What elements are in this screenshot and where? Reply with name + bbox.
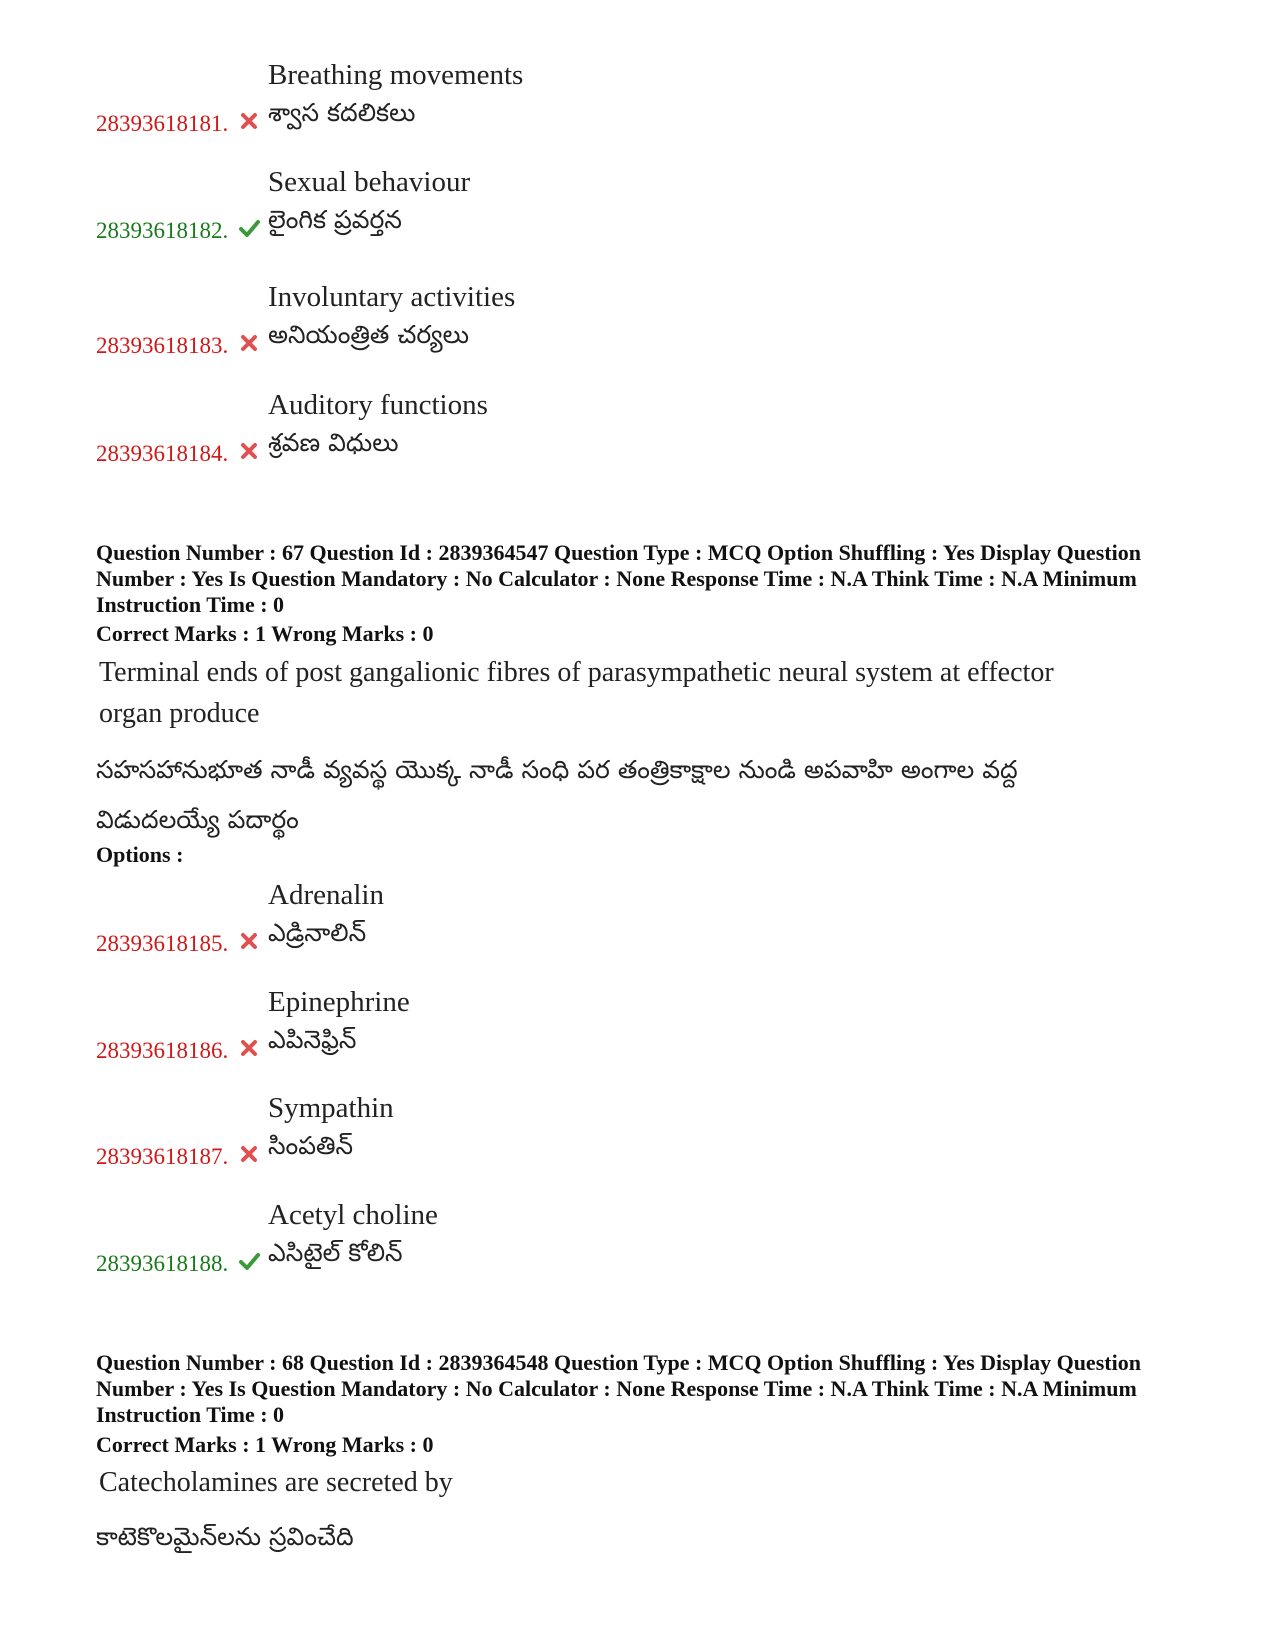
option-id: 28393618185. xyxy=(96,931,229,956)
option-text-en: Acetyl choline xyxy=(268,1199,438,1231)
option-row xyxy=(0,1091,1275,1201)
option-id: 28393618184. xyxy=(96,441,229,466)
cross-icon xyxy=(238,332,260,354)
question-header: Question Number : 68 Question Id : 2839364548 Question Type : MCQ Option Shuffling : Yes Display Question Number : Yes Is Question Mandatory : No Calculator : None Response Time : N.A Think Time : N.A Minimum Instruction Time : 0 xyxy=(96,1350,1141,1427)
option-id: 28393618183. xyxy=(96,333,229,358)
option-id: 28393618186. xyxy=(96,1038,229,1063)
cross-icon xyxy=(238,110,260,132)
option-text-te: ఎసిటైల్ కోలిన్ xyxy=(268,1238,403,1267)
cross-icon xyxy=(238,930,260,952)
question-text-te: కాటెకొలమైన్‌లను స్రవించేది xyxy=(96,1522,354,1551)
option-row xyxy=(0,388,1275,498)
option-row xyxy=(0,985,1275,1095)
option-text-en: Auditory functions xyxy=(268,389,488,421)
option-id: 28393618182. xyxy=(96,218,229,243)
question-text-en: Catecholamines are secreted by xyxy=(99,1467,453,1498)
option-text-te: ఎపినెఫ్రిన్ xyxy=(268,1025,357,1054)
option-row xyxy=(0,1198,1275,1308)
option-text-te: శ్రవణ విధులు xyxy=(268,428,399,457)
cross-icon xyxy=(238,440,260,462)
question-text-te: సహసహానుభూత నాడీ వ్యవస్థ యొక్క నాడీ సంధి పర తంత్రికాక్షాల నుండి అపవాహి అంగాల వద్ద విడుదలయ్యే పదార్థం xyxy=(96,755,1018,834)
option-row xyxy=(0,878,1275,988)
option-id: 28393618187. xyxy=(96,1144,229,1169)
question-text-en: Terminal ends of post gangalionic fibres of parasympathetic neural system at effector organ produce xyxy=(99,657,1054,729)
option-id: 28393618188. xyxy=(96,1251,229,1276)
option-id: 28393618181. xyxy=(96,111,229,136)
check-icon xyxy=(238,1250,260,1272)
check-icon xyxy=(238,217,260,239)
option-text-te: ఎడ్రినాలిన్ xyxy=(268,918,367,947)
option-row xyxy=(0,58,1275,168)
option-text-en: Epinephrine xyxy=(268,986,410,1018)
cross-icon xyxy=(238,1143,260,1165)
option-row xyxy=(0,165,1275,275)
option-text-te: లైంగిక ప్రవర్తన xyxy=(268,205,402,234)
option-text-en: Sympathin xyxy=(268,1092,394,1124)
option-text-te: శ్వాస కదలికలు xyxy=(268,98,416,127)
option-text-te: అనియంత్రిత చర్యలు xyxy=(268,320,469,349)
option-text-en: Sexual behaviour xyxy=(268,166,471,198)
options-label: Options : xyxy=(96,842,184,867)
option-row xyxy=(0,280,1275,390)
question-header: Question Number : 67 Question Id : 2839364547 Question Type : MCQ Option Shuffling : Yes Display Question Number : Yes Is Question Mandatory : No Calculator : None Response Time : N.A Think Time : N.A Minimum Instruction Time : 0 xyxy=(96,540,1141,617)
option-text-en: Adrenalin xyxy=(268,879,384,911)
marks-line: Correct Marks : 1 Wrong Marks : 0 xyxy=(96,1432,434,1457)
marks-line: Correct Marks : 1 Wrong Marks : 0 xyxy=(96,621,434,646)
option-text-en: Involuntary activities xyxy=(268,281,516,313)
option-text-te: సింపతిన్ xyxy=(268,1131,354,1160)
cross-icon xyxy=(238,1037,260,1059)
option-text-en: Breathing movements xyxy=(268,59,524,91)
